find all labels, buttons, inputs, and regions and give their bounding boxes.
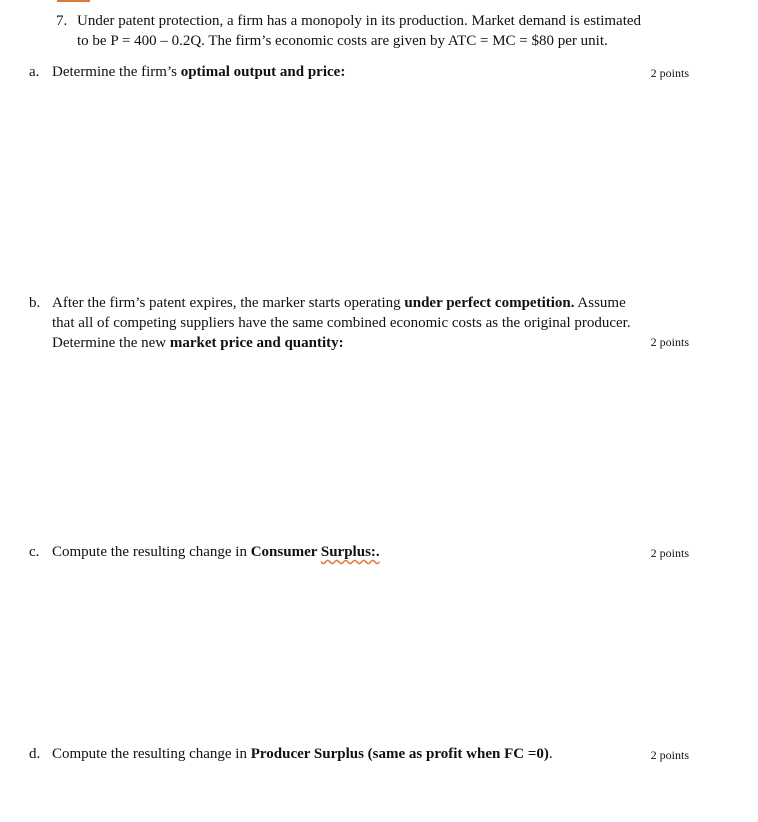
- part-b-points: 2 points: [650, 335, 689, 349]
- part-c-points: 2 points: [650, 546, 689, 560]
- part-b-line-3-bold: market price and quantity:: [169, 335, 344, 351]
- part-a-text-bold: optimal output and price:: [180, 64, 346, 80]
- part-b-line-1-bold: under perfect competition.: [404, 295, 575, 311]
- part-d-text-pre: Compute the resulting change in: [52, 746, 251, 762]
- part-d-points: 2 points: [650, 748, 689, 762]
- part-d-text: [52, 744, 692, 764]
- part-b-line-2: that all of competing suppliers have the same combined economic costs as the original producer.: [52, 315, 631, 331]
- part-a-points: 2 points: [650, 66, 689, 80]
- part-d-text-post: .: [548, 746, 553, 762]
- part-b-line-1-post: Assume: [574, 295, 626, 311]
- part-b-label: b.: [29, 295, 41, 311]
- part-d-text-bold: Producer Surplus (same as profit when FC =0): [250, 746, 549, 762]
- part-d-label: d.: [29, 746, 41, 762]
- part-c-text-bold-1: Consumer: [250, 544, 321, 560]
- part-b-line-3-pre: Determine the new: [52, 335, 170, 351]
- question-line-2: to be P = 400 – 0.2Q. The firm’s economic costs are given by ATC = MC = $80 per unit.: [77, 33, 608, 49]
- part-c-text-bold-2: Surplus:.: [320, 544, 380, 560]
- part-c-text-pre: Compute the resulting change in: [52, 544, 251, 560]
- part-a-text: [52, 62, 692, 82]
- question-number: 7.: [56, 13, 68, 29]
- part-b-line-3: [52, 333, 692, 353]
- question-line-1: Under patent protection, a firm has a monopoly in its production. Market demand is estimated: [77, 13, 642, 29]
- part-a-label: a.: [29, 64, 40, 80]
- part-b-text: [52, 293, 692, 353]
- top-accent-line: [57, 0, 90, 2]
- part-a-text-pre: Determine the firm’s: [52, 64, 181, 80]
- part-b-line-1-pre: After the firm’s patent expires, the marker starts operating: [52, 295, 405, 311]
- part-c-label: c.: [29, 544, 40, 560]
- part-b-line-1: [52, 293, 692, 313]
- part-c-text: [52, 542, 692, 562]
- question-text: [77, 11, 697, 51]
